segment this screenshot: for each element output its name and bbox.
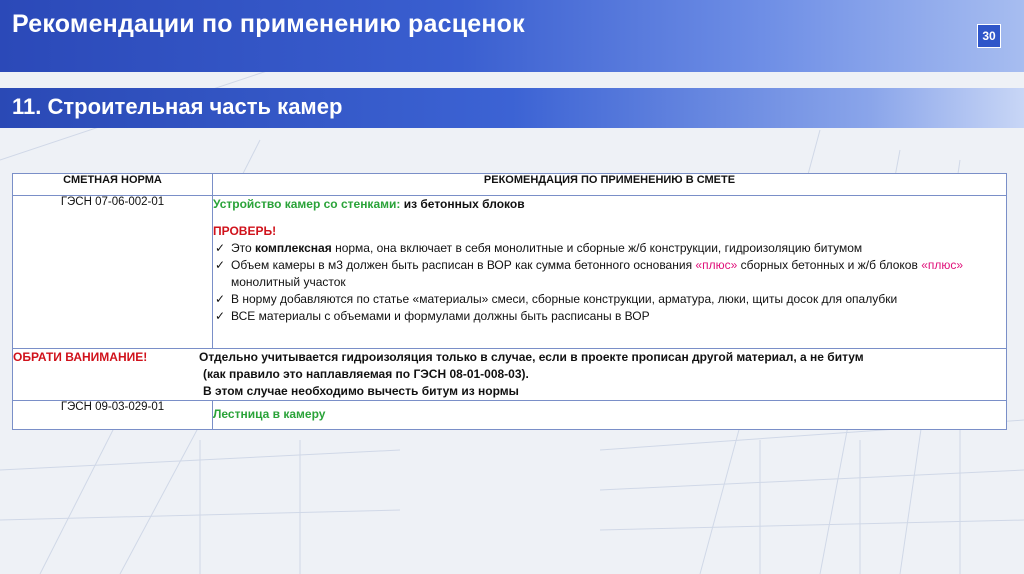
header-bar (0, 0, 1024, 72)
attention-row (13, 349, 1007, 401)
section-bar (0, 88, 1024, 128)
recommendation-cell (213, 196, 1007, 349)
recommendation-cell: Лестница в камеру (213, 401, 1007, 430)
column-header-norm: СМЕТНАЯ НОРМА (13, 174, 213, 196)
attention-text: Отдельно учитывается гидроизоляция только в случае, если в проекте прописан другой материал, а не битум (как правило это наплавляемая по ГЭСН 08-01-008-03). В этом случае необходимо вычесть битум из нормы (199, 350, 864, 398)
attention-label: ОБРАТИ ВАНИМАНИЕ! (13, 350, 148, 364)
recommendation-heading: Устройство камер со стенками: из бетонных блоков (213, 197, 525, 211)
checkmark-icon: ✓ (215, 309, 226, 323)
check-label: ПРОВЕРЬ! (213, 224, 277, 238)
list-item: ✓ ВСЕ материалы с объемами и формулами должны быть расписаны в ВОР (215, 309, 650, 323)
page-number-badge: 30 (977, 24, 1001, 48)
norm-code: ГЭСН 07-06-002-01 (13, 196, 213, 349)
table-header-row (13, 174, 1007, 196)
page-title: Рекомендации по применению расценок (12, 10, 525, 38)
table-row (13, 196, 1007, 349)
norms-table (12, 173, 1007, 430)
check-list (213, 240, 1006, 325)
list-item: ✓ В норму добавляются по статье «материалы» смеси, сборные конструкции, арматура, люки, щиты досок для опалубки (215, 292, 898, 306)
checkmark-icon: ✓ (215, 292, 226, 306)
list-item: ✓ Объем камеры в м3 должен быть расписан в ВОР как сумма бетонного основания «плюс» сборных бетонных и ж/б блоков «плюс» монолитный участок (215, 258, 964, 289)
list-item: ✓ Это комплексная норма, она включает в себя монолитные и сборные ж/б конструкции, гидроизоляцию битумом (215, 241, 863, 255)
norm-code: ГЭСН 09-03-029-01 (13, 401, 213, 430)
section-title: 11. Строительная часть камер (12, 94, 343, 119)
attention-cell (13, 349, 1007, 401)
checkmark-icon: ✓ (215, 258, 226, 272)
table-row (13, 401, 1007, 430)
column-header-recommendation: РЕКОМЕНДАЦИЯ ПО ПРИМЕНЕНИЮ В СМЕТЕ (213, 174, 1007, 196)
checkmark-icon: ✓ (215, 241, 226, 255)
